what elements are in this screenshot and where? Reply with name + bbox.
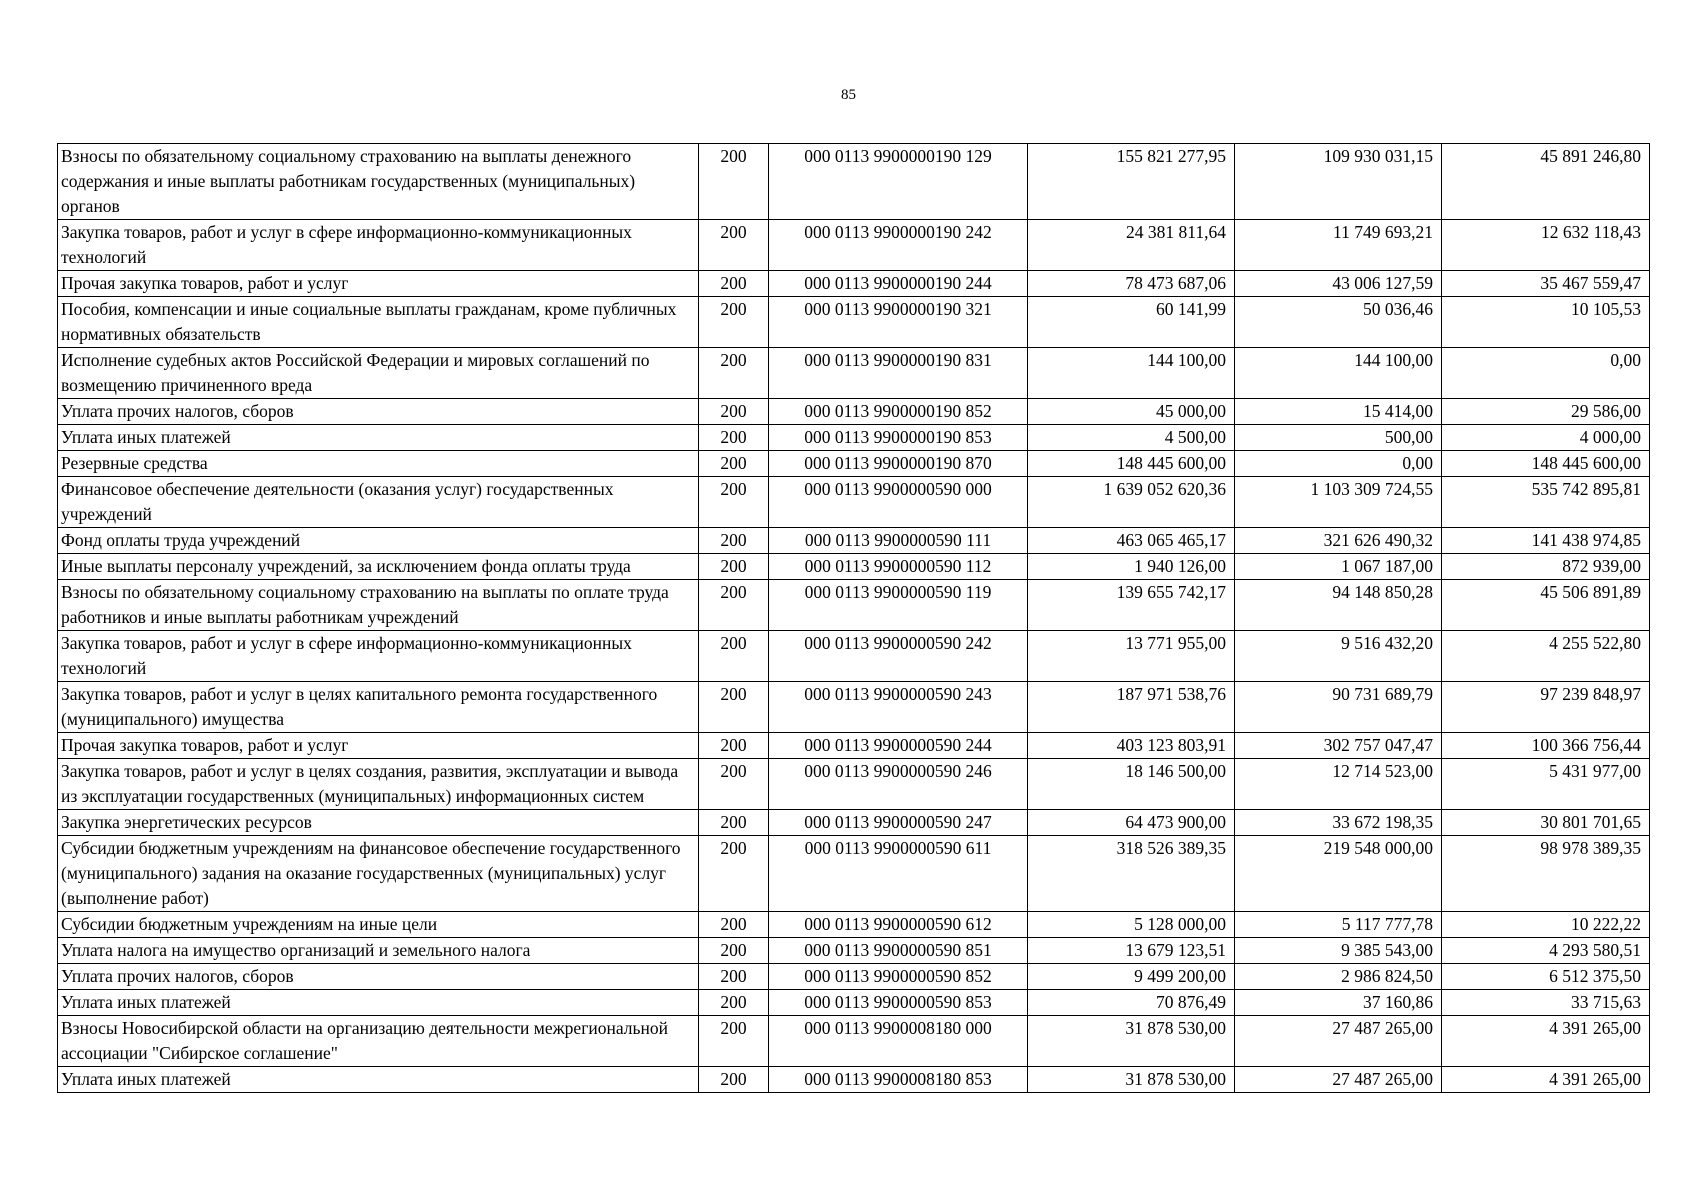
cell-unexecuted-amount: 6 512 375,50 bbox=[1442, 964, 1650, 990]
cell-unexecuted-amount: 141 438 974,85 bbox=[1442, 528, 1650, 554]
table-row bbox=[58, 631, 1650, 682]
cell-classification-code: 000 0113 9900000190 129 bbox=[769, 144, 1028, 220]
table-row bbox=[58, 912, 1650, 938]
cell-approved-amount: 64 473 900,00 bbox=[1028, 810, 1235, 836]
cell-line-code: 200 bbox=[699, 297, 769, 348]
cell-classification-code: 000 0113 9900000190 831 bbox=[769, 348, 1028, 399]
cell-approved-amount: 4 500,00 bbox=[1028, 425, 1235, 451]
cell-unexecuted-amount: 29 586,00 bbox=[1442, 399, 1650, 425]
cell-unexecuted-amount: 0,00 bbox=[1442, 348, 1650, 399]
cell-classification-code: 000 0113 9900008180 000 bbox=[769, 1016, 1028, 1067]
cell-unexecuted-amount: 4 391 265,00 bbox=[1442, 1016, 1650, 1067]
cell-expense-name: Уплата налога на имущество организаций и земельного налога bbox=[58, 938, 699, 964]
cell-unexecuted-amount: 4 293 580,51 bbox=[1442, 938, 1650, 964]
cell-executed-amount: 11 749 693,21 bbox=[1235, 220, 1442, 271]
cell-classification-code: 000 0113 9900000590 242 bbox=[769, 631, 1028, 682]
cell-unexecuted-amount: 45 891 246,80 bbox=[1442, 144, 1650, 220]
cell-approved-amount: 78 473 687,06 bbox=[1028, 271, 1235, 297]
cell-classification-code: 000 0113 9900000590 851 bbox=[769, 938, 1028, 964]
cell-classification-code: 000 0113 9900000190 321 bbox=[769, 297, 1028, 348]
cell-line-code: 200 bbox=[699, 399, 769, 425]
cell-classification-code: 000 0113 9900000590 243 bbox=[769, 682, 1028, 733]
cell-expense-name: Уплата прочих налогов, сборов bbox=[58, 399, 699, 425]
table-row bbox=[58, 144, 1650, 220]
cell-approved-amount: 31 878 530,00 bbox=[1028, 1016, 1235, 1067]
cell-approved-amount: 5 128 000,00 bbox=[1028, 912, 1235, 938]
cell-line-code: 200 bbox=[699, 220, 769, 271]
table-row bbox=[58, 220, 1650, 271]
table-row bbox=[58, 451, 1650, 477]
cell-expense-name: Закупка товаров, работ и услуг в сфере информационно-коммуникационных технологий bbox=[58, 631, 699, 682]
cell-executed-amount: 0,00 bbox=[1235, 451, 1442, 477]
cell-line-code: 200 bbox=[699, 144, 769, 220]
cell-classification-code: 000 0113 9900000190 852 bbox=[769, 399, 1028, 425]
cell-classification-code: 000 0113 9900000190 853 bbox=[769, 425, 1028, 451]
cell-executed-amount: 15 414,00 bbox=[1235, 399, 1442, 425]
cell-expense-name: Субсидии бюджетным учреждениям на финансовое обеспечение государственного (муниципального) задания на оказание государственных (муниципальных) услуг (выполнение работ) bbox=[58, 836, 699, 912]
cell-classification-code: 000 0113 9900000590 112 bbox=[769, 554, 1028, 580]
table-row bbox=[58, 399, 1650, 425]
cell-classification-code: 000 0113 9900000590 853 bbox=[769, 990, 1028, 1016]
cell-classification-code: 000 0113 9900000190 242 bbox=[769, 220, 1028, 271]
cell-line-code: 200 bbox=[699, 348, 769, 399]
cell-expense-name: Прочая закупка товаров, работ и услуг bbox=[58, 733, 699, 759]
cell-expense-name: Уплата прочих налогов, сборов bbox=[58, 964, 699, 990]
cell-executed-amount: 37 160,86 bbox=[1235, 990, 1442, 1016]
cell-classification-code: 000 0113 9900008180 853 bbox=[769, 1067, 1028, 1093]
cell-executed-amount: 90 731 689,79 bbox=[1235, 682, 1442, 733]
table-row bbox=[58, 477, 1650, 528]
cell-classification-code: 000 0113 9900000190 870 bbox=[769, 451, 1028, 477]
cell-approved-amount: 60 141,99 bbox=[1028, 297, 1235, 348]
cell-approved-amount: 187 971 538,76 bbox=[1028, 682, 1235, 733]
cell-classification-code: 000 0113 9900000590 611 bbox=[769, 836, 1028, 912]
cell-unexecuted-amount: 35 467 559,47 bbox=[1442, 271, 1650, 297]
cell-line-code: 200 bbox=[699, 580, 769, 631]
cell-expense-name: Иные выплаты персоналу учреждений, за исключением фонда оплаты труда bbox=[58, 554, 699, 580]
table-row bbox=[58, 938, 1650, 964]
table-row bbox=[58, 425, 1650, 451]
cell-expense-name: Закупка товаров, работ и услуг в целях капитального ремонта государственного (муниципального) имущества bbox=[58, 682, 699, 733]
table-row bbox=[58, 580, 1650, 631]
cell-line-code: 200 bbox=[699, 477, 769, 528]
cell-classification-code: 000 0113 9900000590 852 bbox=[769, 964, 1028, 990]
page-number: 85 bbox=[841, 87, 856, 103]
cell-unexecuted-amount: 12 632 118,43 bbox=[1442, 220, 1650, 271]
cell-approved-amount: 463 065 465,17 bbox=[1028, 528, 1235, 554]
cell-executed-amount: 12 714 523,00 bbox=[1235, 759, 1442, 810]
cell-line-code: 200 bbox=[699, 759, 769, 810]
table-row bbox=[58, 554, 1650, 580]
cell-executed-amount: 109 930 031,15 bbox=[1235, 144, 1442, 220]
cell-unexecuted-amount: 4 391 265,00 bbox=[1442, 1067, 1650, 1093]
cell-approved-amount: 148 445 600,00 bbox=[1028, 451, 1235, 477]
cell-classification-code: 000 0113 9900000590 000 bbox=[769, 477, 1028, 528]
cell-classification-code: 000 0113 9900000590 612 bbox=[769, 912, 1028, 938]
cell-classification-code: 000 0113 9900000590 247 bbox=[769, 810, 1028, 836]
cell-unexecuted-amount: 535 742 895,81 bbox=[1442, 477, 1650, 528]
table-row bbox=[58, 836, 1650, 912]
cell-executed-amount: 9 385 543,00 bbox=[1235, 938, 1442, 964]
cell-executed-amount: 9 516 432,20 bbox=[1235, 631, 1442, 682]
cell-approved-amount: 70 876,49 bbox=[1028, 990, 1235, 1016]
cell-expense-name: Финансовое обеспечение деятельности (оказания услуг) государственных учреждений bbox=[58, 477, 699, 528]
cell-executed-amount: 94 148 850,28 bbox=[1235, 580, 1442, 631]
cell-unexecuted-amount: 872 939,00 bbox=[1442, 554, 1650, 580]
cell-expense-name: Субсидии бюджетным учреждениям на иные цели bbox=[58, 912, 699, 938]
cell-unexecuted-amount: 148 445 600,00 bbox=[1442, 451, 1650, 477]
table-row bbox=[58, 271, 1650, 297]
table-row bbox=[58, 1067, 1650, 1093]
budget-table-body bbox=[58, 144, 1650, 1093]
cell-line-code: 200 bbox=[699, 912, 769, 938]
cell-approved-amount: 139 655 742,17 bbox=[1028, 580, 1235, 631]
cell-approved-amount: 318 526 389,35 bbox=[1028, 836, 1235, 912]
cell-line-code: 200 bbox=[699, 990, 769, 1016]
table-row bbox=[58, 733, 1650, 759]
cell-line-code: 200 bbox=[699, 528, 769, 554]
cell-line-code: 200 bbox=[699, 425, 769, 451]
table-row bbox=[58, 682, 1650, 733]
cell-executed-amount: 27 487 265,00 bbox=[1235, 1016, 1442, 1067]
cell-expense-name: Взносы Новосибирской области на организацию деятельности межрегиональной ассоциации "Сибирское соглашение" bbox=[58, 1016, 699, 1067]
cell-unexecuted-amount: 33 715,63 bbox=[1442, 990, 1650, 1016]
cell-line-code: 200 bbox=[699, 1016, 769, 1067]
cell-executed-amount: 500,00 bbox=[1235, 425, 1442, 451]
cell-executed-amount: 2 986 824,50 bbox=[1235, 964, 1442, 990]
cell-classification-code: 000 0113 9900000590 246 bbox=[769, 759, 1028, 810]
cell-classification-code: 000 0113 9900000590 244 bbox=[769, 733, 1028, 759]
table-row bbox=[58, 964, 1650, 990]
cell-line-code: 200 bbox=[699, 631, 769, 682]
cell-expense-name: Уплата иных платежей bbox=[58, 990, 699, 1016]
cell-unexecuted-amount: 10 105,53 bbox=[1442, 297, 1650, 348]
cell-unexecuted-amount: 45 506 891,89 bbox=[1442, 580, 1650, 631]
cell-unexecuted-amount: 4 255 522,80 bbox=[1442, 631, 1650, 682]
cell-approved-amount: 1 639 052 620,36 bbox=[1028, 477, 1235, 528]
cell-classification-code: 000 0113 9900000590 119 bbox=[769, 580, 1028, 631]
cell-classification-code: 000 0113 9900000190 244 bbox=[769, 271, 1028, 297]
cell-approved-amount: 13 771 955,00 bbox=[1028, 631, 1235, 682]
table-row bbox=[58, 990, 1650, 1016]
cell-approved-amount: 45 000,00 bbox=[1028, 399, 1235, 425]
cell-approved-amount: 13 679 123,51 bbox=[1028, 938, 1235, 964]
cell-expense-name: Уплата иных платежей bbox=[58, 425, 699, 451]
cell-executed-amount: 5 117 777,78 bbox=[1235, 912, 1442, 938]
cell-line-code: 200 bbox=[699, 554, 769, 580]
cell-line-code: 200 bbox=[699, 964, 769, 990]
cell-approved-amount: 31 878 530,00 bbox=[1028, 1067, 1235, 1093]
cell-approved-amount: 18 146 500,00 bbox=[1028, 759, 1235, 810]
cell-line-code: 200 bbox=[699, 836, 769, 912]
table-row bbox=[58, 348, 1650, 399]
cell-expense-name: Закупка товаров, работ и услуг в целях создания, развития, эксплуатации и вывода из эксплуатации государственных (муниципальных) информационных систем bbox=[58, 759, 699, 810]
cell-expense-name: Исполнение судебных актов Российской Федерации и мировых соглашений по возмещению причиненного вреда bbox=[58, 348, 699, 399]
cell-line-code: 200 bbox=[699, 938, 769, 964]
table-row bbox=[58, 528, 1650, 554]
table-row bbox=[58, 810, 1650, 836]
cell-unexecuted-amount: 10 222,22 bbox=[1442, 912, 1650, 938]
cell-expense-name: Фонд оплаты труда учреждений bbox=[58, 528, 699, 554]
cell-executed-amount: 302 757 047,47 bbox=[1235, 733, 1442, 759]
cell-approved-amount: 144 100,00 bbox=[1028, 348, 1235, 399]
cell-expense-name: Закупка товаров, работ и услуг в сфере информационно-коммуникационных технологий bbox=[58, 220, 699, 271]
cell-unexecuted-amount: 100 366 756,44 bbox=[1442, 733, 1650, 759]
cell-executed-amount: 43 006 127,59 bbox=[1235, 271, 1442, 297]
cell-executed-amount: 33 672 198,35 bbox=[1235, 810, 1442, 836]
cell-approved-amount: 155 821 277,95 bbox=[1028, 144, 1235, 220]
cell-line-code: 200 bbox=[699, 682, 769, 733]
cell-executed-amount: 50 036,46 bbox=[1235, 297, 1442, 348]
cell-line-code: 200 bbox=[699, 810, 769, 836]
cell-expense-name: Закупка энергетических ресурсов bbox=[58, 810, 699, 836]
cell-unexecuted-amount: 97 239 848,97 bbox=[1442, 682, 1650, 733]
cell-executed-amount: 1 103 309 724,55 bbox=[1235, 477, 1442, 528]
table-row bbox=[58, 759, 1650, 810]
cell-approved-amount: 1 940 126,00 bbox=[1028, 554, 1235, 580]
cell-line-code: 200 bbox=[699, 1067, 769, 1093]
cell-executed-amount: 27 487 265,00 bbox=[1235, 1067, 1442, 1093]
cell-executed-amount: 144 100,00 bbox=[1235, 348, 1442, 399]
cell-expense-name: Резервные средства bbox=[58, 451, 699, 477]
cell-line-code: 200 bbox=[699, 733, 769, 759]
cell-approved-amount: 24 381 811,64 bbox=[1028, 220, 1235, 271]
cell-executed-amount: 321 626 490,32 bbox=[1235, 528, 1442, 554]
cell-classification-code: 000 0113 9900000590 111 bbox=[769, 528, 1028, 554]
cell-executed-amount: 1 067 187,00 bbox=[1235, 554, 1442, 580]
cell-line-code: 200 bbox=[699, 271, 769, 297]
cell-expense-name: Уплата иных платежей bbox=[58, 1067, 699, 1093]
cell-executed-amount: 219 548 000,00 bbox=[1235, 836, 1442, 912]
table-row bbox=[58, 1016, 1650, 1067]
cell-approved-amount: 9 499 200,00 bbox=[1028, 964, 1235, 990]
cell-approved-amount: 403 123 803,91 bbox=[1028, 733, 1235, 759]
cell-expense-name: Пособия, компенсации и иные социальные выплаты гражданам, кроме публичных нормативных обязательств bbox=[58, 297, 699, 348]
cell-unexecuted-amount: 30 801 701,65 bbox=[1442, 810, 1650, 836]
cell-unexecuted-amount: 5 431 977,00 bbox=[1442, 759, 1650, 810]
cell-expense-name: Прочая закупка товаров, работ и услуг bbox=[58, 271, 699, 297]
table-row bbox=[58, 297, 1650, 348]
cell-line-code: 200 bbox=[699, 451, 769, 477]
budget-table bbox=[57, 143, 1650, 1093]
cell-unexecuted-amount: 98 978 389,35 bbox=[1442, 836, 1650, 912]
cell-expense-name: Взносы по обязательному социальному страхованию на выплаты по оплате труда работников и иные выплаты работникам учреждений bbox=[58, 580, 699, 631]
cell-unexecuted-amount: 4 000,00 bbox=[1442, 425, 1650, 451]
cell-expense-name: Взносы по обязательному социальному страхованию на выплаты денежного содержания и иные выплаты работникам государственных (муниципальных) органов bbox=[58, 144, 699, 220]
